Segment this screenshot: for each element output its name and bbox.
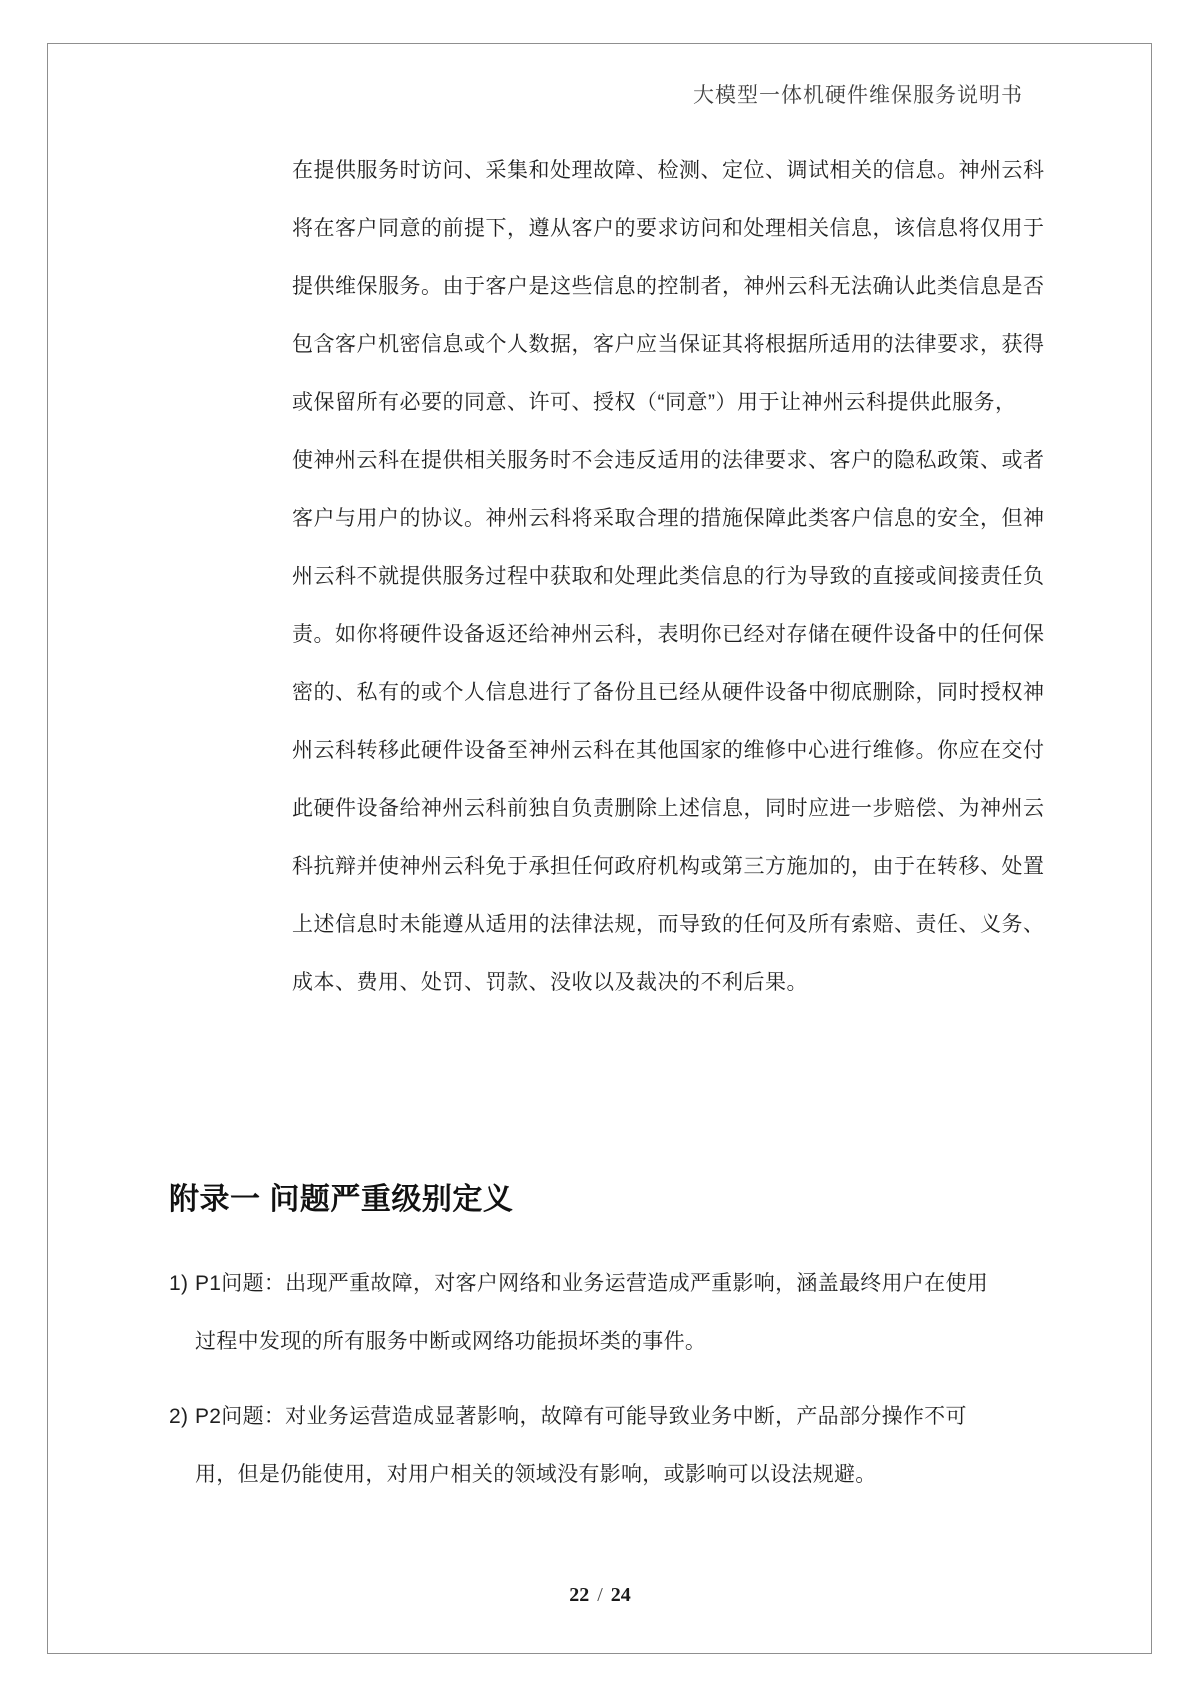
list-item-text: P1问题：出现严重故障，对客户网络和业务运营造成严重影响，涵盖最终用户在使用 (195, 1272, 989, 1295)
list-item-marker: 1) (169, 1272, 189, 1295)
list-item (169, 1255, 988, 1371)
list-item-text: 过程中发现的所有服务中断或网络功能损坏类的事件。 (195, 1330, 707, 1353)
appendix-heading: 附录一 问题严重级别定义 (169, 1183, 514, 1216)
paragraph-line: 责。如你将硬件设备返还给神州云科，表明你已经对存储在硬件设备中的任何保 (292, 623, 1045, 646)
list-item-text: P2问题：对业务运营造成显著影响，故障有可能导致业务中断，产品部分操作不可 (195, 1405, 967, 1428)
document-header-title: 大模型一体机硬件维保服务说明书 (693, 83, 1023, 107)
list-item-continuation-line (169, 1446, 967, 1504)
list-item-continuation-line (169, 1313, 988, 1371)
paragraph-line: 上述信息时未能遵从适用的法律法规，而导致的任何及所有索赔、责任、义务、 (292, 913, 1045, 936)
list-item-first-line (169, 1388, 967, 1446)
list-item (169, 1388, 967, 1504)
paragraph-line: 使神州云科在提供相关服务时不会违反适用的法律要求、客户的隐私政策、或者 (292, 449, 1045, 472)
paragraph-line: 州云科不就提供服务过程中获取和处理此类信息的行为导致的直接或间接责任负 (292, 565, 1045, 588)
paragraph-line: 科抗辩并使神州云科免于承担任何政府机构或第三方施加的，由于在转移、处置 (292, 855, 1045, 878)
paragraph-line: 在提供服务时访问、采集和处理故障、检测、定位、调试相关的信息。神州云科 (292, 159, 1045, 182)
paragraph-line: 将在客户同意的前提下，遵从客户的要求访问和处理相关信息，该信息将仅用于 (292, 217, 1045, 240)
paragraph-line: 密的、私有的或个人信息进行了备份且已经从硬件设备中彻底删除，同时授权神 (292, 681, 1045, 704)
paragraph-line: 包含客户机密信息或个人数据，客户应当保证其将根据所适用的法律要求，获得 (292, 333, 1045, 356)
paragraph-line: 州云科转移此硬件设备至神州云科在其他国家的维修中心进行维修。你应在交付 (292, 739, 1045, 762)
total-page-count: 24 (610, 1584, 631, 1606)
current-page-number: 22 (569, 1584, 590, 1606)
paragraph-line: 成本、费用、处罚、罚款、没收以及裁决的不利后果。 (292, 971, 808, 994)
page-number-separator: / (597, 1584, 603, 1606)
page-footer (0, 1581, 1200, 1609)
list-item-first-line (169, 1255, 988, 1313)
body-paragraph (292, 142, 1045, 1012)
paragraph-line: 此硬件设备给神州云科前独自负责删除上述信息，同时应进一步赔偿、为神州云 (292, 797, 1045, 820)
list-item-marker: 2) (169, 1405, 189, 1428)
paragraph-line: 客户与用户的协议。神州云科将采取合理的措施保障此类客户信息的安全，但神 (292, 507, 1045, 530)
paragraph-line: 提供维保服务。由于客户是这些信息的控制者，神州云科无法确认此类信息是否 (292, 275, 1045, 298)
list-item-text: 用，但是仍能使用，对用户相关的领域没有影响，或影响可以设法规避。 (195, 1463, 877, 1486)
paragraph-line: 或保留所有必要的同意、许可、授权（“同意”）用于让神州云科提供此服务， (292, 391, 1017, 414)
